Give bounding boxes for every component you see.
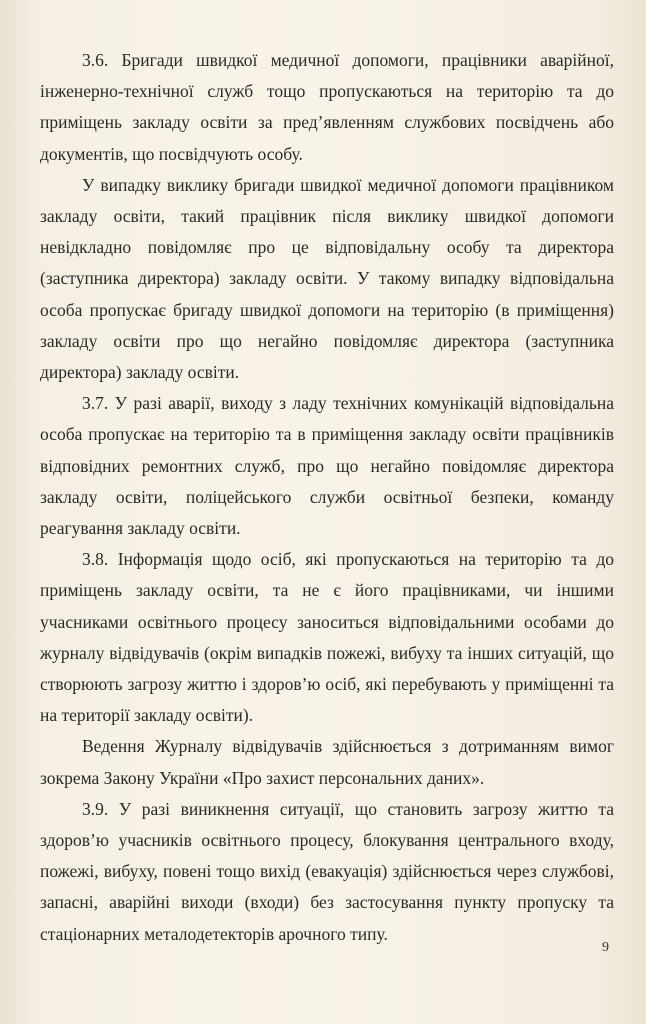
paragraph-3-7: 3.7. У разі аварії, виходу з ладу технічних комунікацій відповідальна особа пропускає на територію та в приміщення закладу освіти працівників відповідних ремонтних служб, про що негайно повідомляє директора закладу освіти, поліцейського служби освітньої безпеки, команду реагування закладу освіти. [40, 393, 614, 539]
paragraph-3-6: 3.6. Бригади швидкої медичної допомоги, працівники аварійної, інженерно-технічної служб тощо пропускаються на територію та до приміщень закладу освіти за пред’явленням службових посвідчень або документів, що посвідчують особу. [40, 50, 614, 164]
paragraph-ambulance-call: У випадку виклику бригади швидкої медичної допомоги працівником закладу освіти, такий працівник після виклику швидкої допомоги невідкладно повідомляє про це відповідальну особу та директора (заступника директора) закладу освіти. У такому випадку відповідальна особа пропускає бригаду швидкої допомоги на територію (в приміщення) закладу освіти про що негайно повідомляє директора (заступника директора) закладу освіти. [40, 174, 614, 383]
paragraph-3-9: 3.9. У разі виникнення ситуації, що становить загрозу життю та здоров’ю учасників освітнього процесу, блокування центрального входу, пожежі, вибуху, повені тощо вихід (евакуація) здійснюється через службові, запасні, аварійні виходи (входи) без застосування пункту пропуску та стаціонарних металодетекторів арочного типу. [40, 798, 614, 944]
document-body [40, 45, 614, 950]
page-number: 9 [602, 940, 609, 955]
paragraph-visitor-journal: Ведення Журналу відвідувачів здійснюється з дотриманням вимог зокрема Закону України «Про захист персональних даних». [40, 736, 614, 788]
paragraph-3-8: 3.8. Інформація щодо осіб, які пропускаються на територію та до приміщень закладу освіти, та не є його працівниками, чи іншими учасниками освітнього процесу заноситься відповідальними особами до журналу відвідувачів (окрім випадків пожежі, вибуху та інших ситуацій, що створюють загрозу життю і здоров’ю осіб, які перебувають у приміщенні та на території закладу освіти). [40, 549, 614, 726]
